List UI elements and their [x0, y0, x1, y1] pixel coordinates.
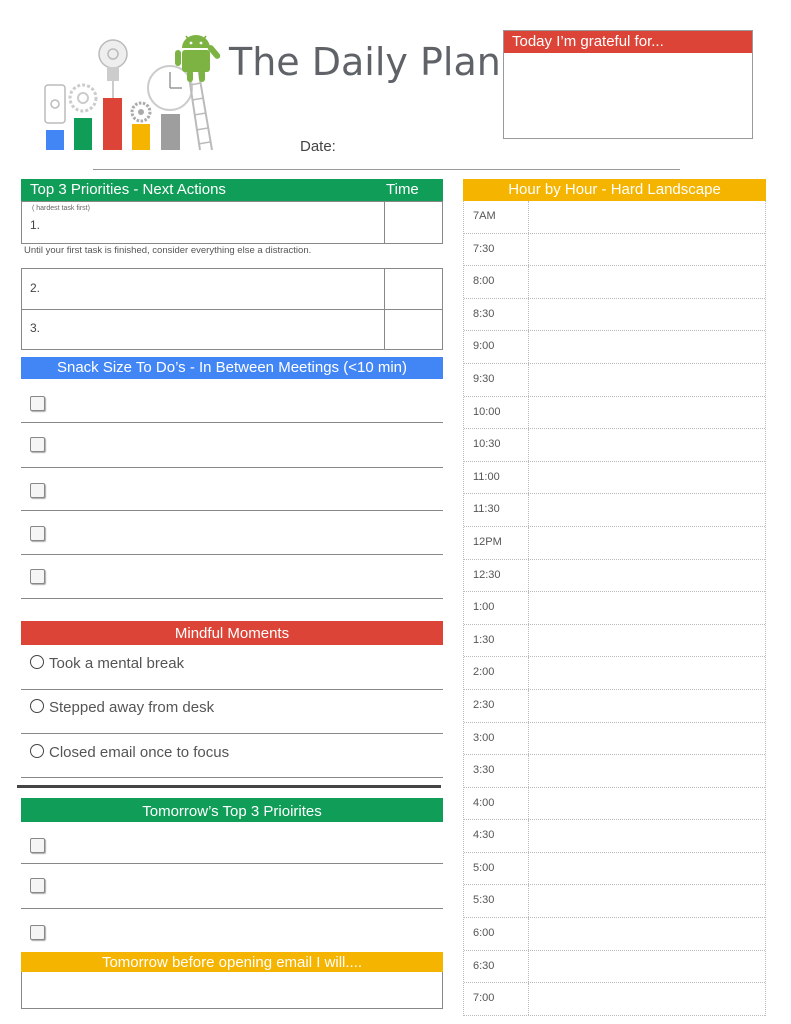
hour-label: 5:00	[473, 861, 495, 874]
clock-icon	[148, 66, 192, 110]
date-line	[93, 169, 680, 170]
priority-number: 2.	[30, 281, 41, 295]
section-divider	[17, 785, 441, 788]
hour-divider	[528, 299, 529, 331]
checkbox[interactable]	[30, 569, 45, 584]
hour-divider	[528, 397, 529, 429]
hour-label: 11:30	[473, 503, 500, 516]
hour-row[interactable]	[464, 397, 765, 430]
hour-label: 4:00	[473, 796, 495, 809]
hour-divider	[528, 951, 529, 983]
hour-divider	[528, 234, 529, 266]
hour-label: 3:00	[473, 731, 495, 744]
priority-number: 1.	[30, 218, 41, 232]
hour-row[interactable]	[464, 983, 765, 1016]
hour-label: 9:00	[473, 340, 495, 353]
hour-label: 1:30	[473, 633, 495, 646]
page-title: The Daily Plan	[229, 40, 501, 84]
mindful-item[interactable]	[21, 690, 443, 734]
priorities-section	[21, 179, 443, 201]
priority-number: 3.	[30, 321, 41, 335]
hour-label: 7:30	[473, 242, 495, 255]
tomorrow-header: Tomorrow’s Top 3 Prioirites	[21, 798, 443, 822]
radio-circle-icon[interactable]	[30, 744, 44, 758]
hour-label: 8:00	[473, 275, 495, 288]
hour-divider	[528, 527, 529, 559]
tomorrow-row[interactable]	[21, 822, 443, 864]
hour-row[interactable]	[464, 853, 765, 886]
hour-row[interactable]	[464, 201, 765, 234]
hour-label: 7AM	[473, 210, 496, 222]
hour-row[interactable]	[464, 918, 765, 951]
hour-row[interactable]	[464, 755, 765, 788]
priority-row-2[interactable]	[21, 268, 443, 310]
grateful-header: Today I’m grateful for...	[504, 31, 752, 53]
hour-divider	[528, 820, 529, 852]
hour-label: 11:00	[473, 470, 500, 483]
hour-row[interactable]	[464, 494, 765, 527]
priority-row-3[interactable]	[21, 309, 443, 350]
hour-divider	[528, 788, 529, 820]
mindful-item[interactable]	[21, 645, 443, 690]
hour-divider	[528, 592, 529, 624]
hour-label: 2:30	[473, 698, 495, 711]
hour-row[interactable]	[464, 299, 765, 332]
hour-divider	[528, 494, 529, 526]
hour-label: 6:00	[473, 927, 495, 940]
hour-row[interactable]	[464, 820, 765, 853]
hour-row[interactable]	[464, 364, 765, 397]
email-header: Tomorrow before opening email I will....	[21, 952, 443, 972]
priority-time-cell[interactable]	[384, 269, 442, 309]
hour-label: 8:30	[473, 307, 495, 320]
hardest-task-note: ( hardest task first)	[32, 205, 90, 212]
checkbox[interactable]	[30, 396, 45, 411]
hour-label: 10:00	[473, 405, 501, 418]
checkbox[interactable]	[30, 437, 45, 452]
hour-divider	[528, 266, 529, 298]
distraction-note: Until your first task is finished, consider everything else a distraction.	[24, 245, 312, 256]
hour-label: 6:30	[473, 959, 495, 972]
hour-divider	[528, 657, 529, 689]
hour-label: 5:30	[473, 894, 495, 907]
mindful-header: Mindful Moments	[21, 621, 443, 645]
priorities-time-header: Time	[386, 181, 419, 198]
hours-grid	[463, 201, 766, 1016]
hour-divider	[528, 918, 529, 950]
checkbox[interactable]	[30, 878, 45, 893]
hour-row[interactable]	[464, 690, 765, 723]
hour-row[interactable]	[464, 723, 765, 756]
radio-circle-icon[interactable]	[30, 699, 44, 713]
hour-divider	[528, 885, 529, 917]
hours-header: Hour by Hour - Hard Landscape	[463, 179, 766, 201]
hour-label: 2:00	[473, 666, 495, 679]
hour-row[interactable]	[464, 331, 765, 364]
hour-row[interactable]	[464, 788, 765, 821]
mindful-label: Stepped away from desk	[49, 699, 215, 716]
hour-row[interactable]	[464, 885, 765, 918]
snack-row[interactable]	[21, 511, 443, 555]
priorities-header	[21, 179, 443, 201]
hour-divider	[528, 690, 529, 722]
hour-label: 9:30	[473, 372, 495, 385]
hour-row[interactable]	[464, 951, 765, 984]
hour-divider	[528, 983, 529, 1015]
hour-row[interactable]	[464, 625, 765, 658]
hour-row[interactable]	[464, 592, 765, 625]
snack-row[interactable]	[21, 468, 443, 511]
tomorrow-row[interactable]	[21, 864, 443, 909]
hour-label: 3:30	[473, 764, 495, 777]
hour-row[interactable]	[464, 527, 765, 560]
mindful-label: Closed email once to focus	[49, 744, 230, 761]
hour-divider	[528, 755, 529, 787]
priority-row-1[interactable]	[21, 201, 443, 244]
hour-divider	[528, 723, 529, 755]
hour-label: 12PM	[473, 535, 502, 548]
hour-label: 7:00	[473, 992, 495, 1005]
lightbulb-icon	[99, 40, 127, 98]
grateful-box[interactable]	[503, 30, 753, 139]
hour-label: 4:30	[473, 829, 495, 842]
hour-divider	[528, 364, 529, 396]
mindful-item[interactable]	[21, 734, 443, 778]
priorities-title: Top 3 Priorities - Next Actions	[30, 181, 226, 198]
date-label: Date:	[300, 138, 336, 155]
hour-row[interactable]	[464, 560, 765, 593]
tomorrow-row[interactable]	[21, 909, 443, 949]
hour-divider	[528, 462, 529, 494]
hour-divider	[528, 331, 529, 363]
hour-row[interactable]	[464, 429, 765, 462]
hour-row[interactable]	[464, 266, 765, 299]
hour-label: 12:30	[473, 568, 501, 581]
snack-row[interactable]	[21, 555, 443, 599]
priority-time-cell[interactable]	[384, 310, 442, 349]
checkbox[interactable]	[30, 925, 45, 940]
hour-divider	[528, 853, 529, 885]
checkbox[interactable]	[30, 483, 45, 498]
hour-divider	[528, 429, 529, 461]
hour-row[interactable]	[464, 657, 765, 690]
header-illustration	[40, 30, 230, 155]
checkbox[interactable]	[30, 838, 45, 853]
hour-label: 10:30	[473, 438, 501, 451]
phone-icon	[45, 85, 65, 123]
hour-row[interactable]	[464, 462, 765, 495]
hour-label: 1:00	[473, 601, 495, 614]
hour-row[interactable]	[464, 234, 765, 267]
checkbox[interactable]	[30, 526, 45, 541]
mindful-label: Took a mental break	[49, 655, 185, 672]
priority-time-cell[interactable]	[384, 202, 442, 243]
snack-row[interactable]	[21, 423, 443, 468]
snack-header: Snack Size To Do’s - In Between Meetings (<10 min)	[21, 357, 443, 379]
hour-divider	[528, 201, 529, 233]
radio-circle-icon[interactable]	[30, 655, 44, 669]
snack-row[interactable]	[21, 380, 443, 423]
hour-divider	[528, 625, 529, 657]
hour-divider	[528, 560, 529, 592]
